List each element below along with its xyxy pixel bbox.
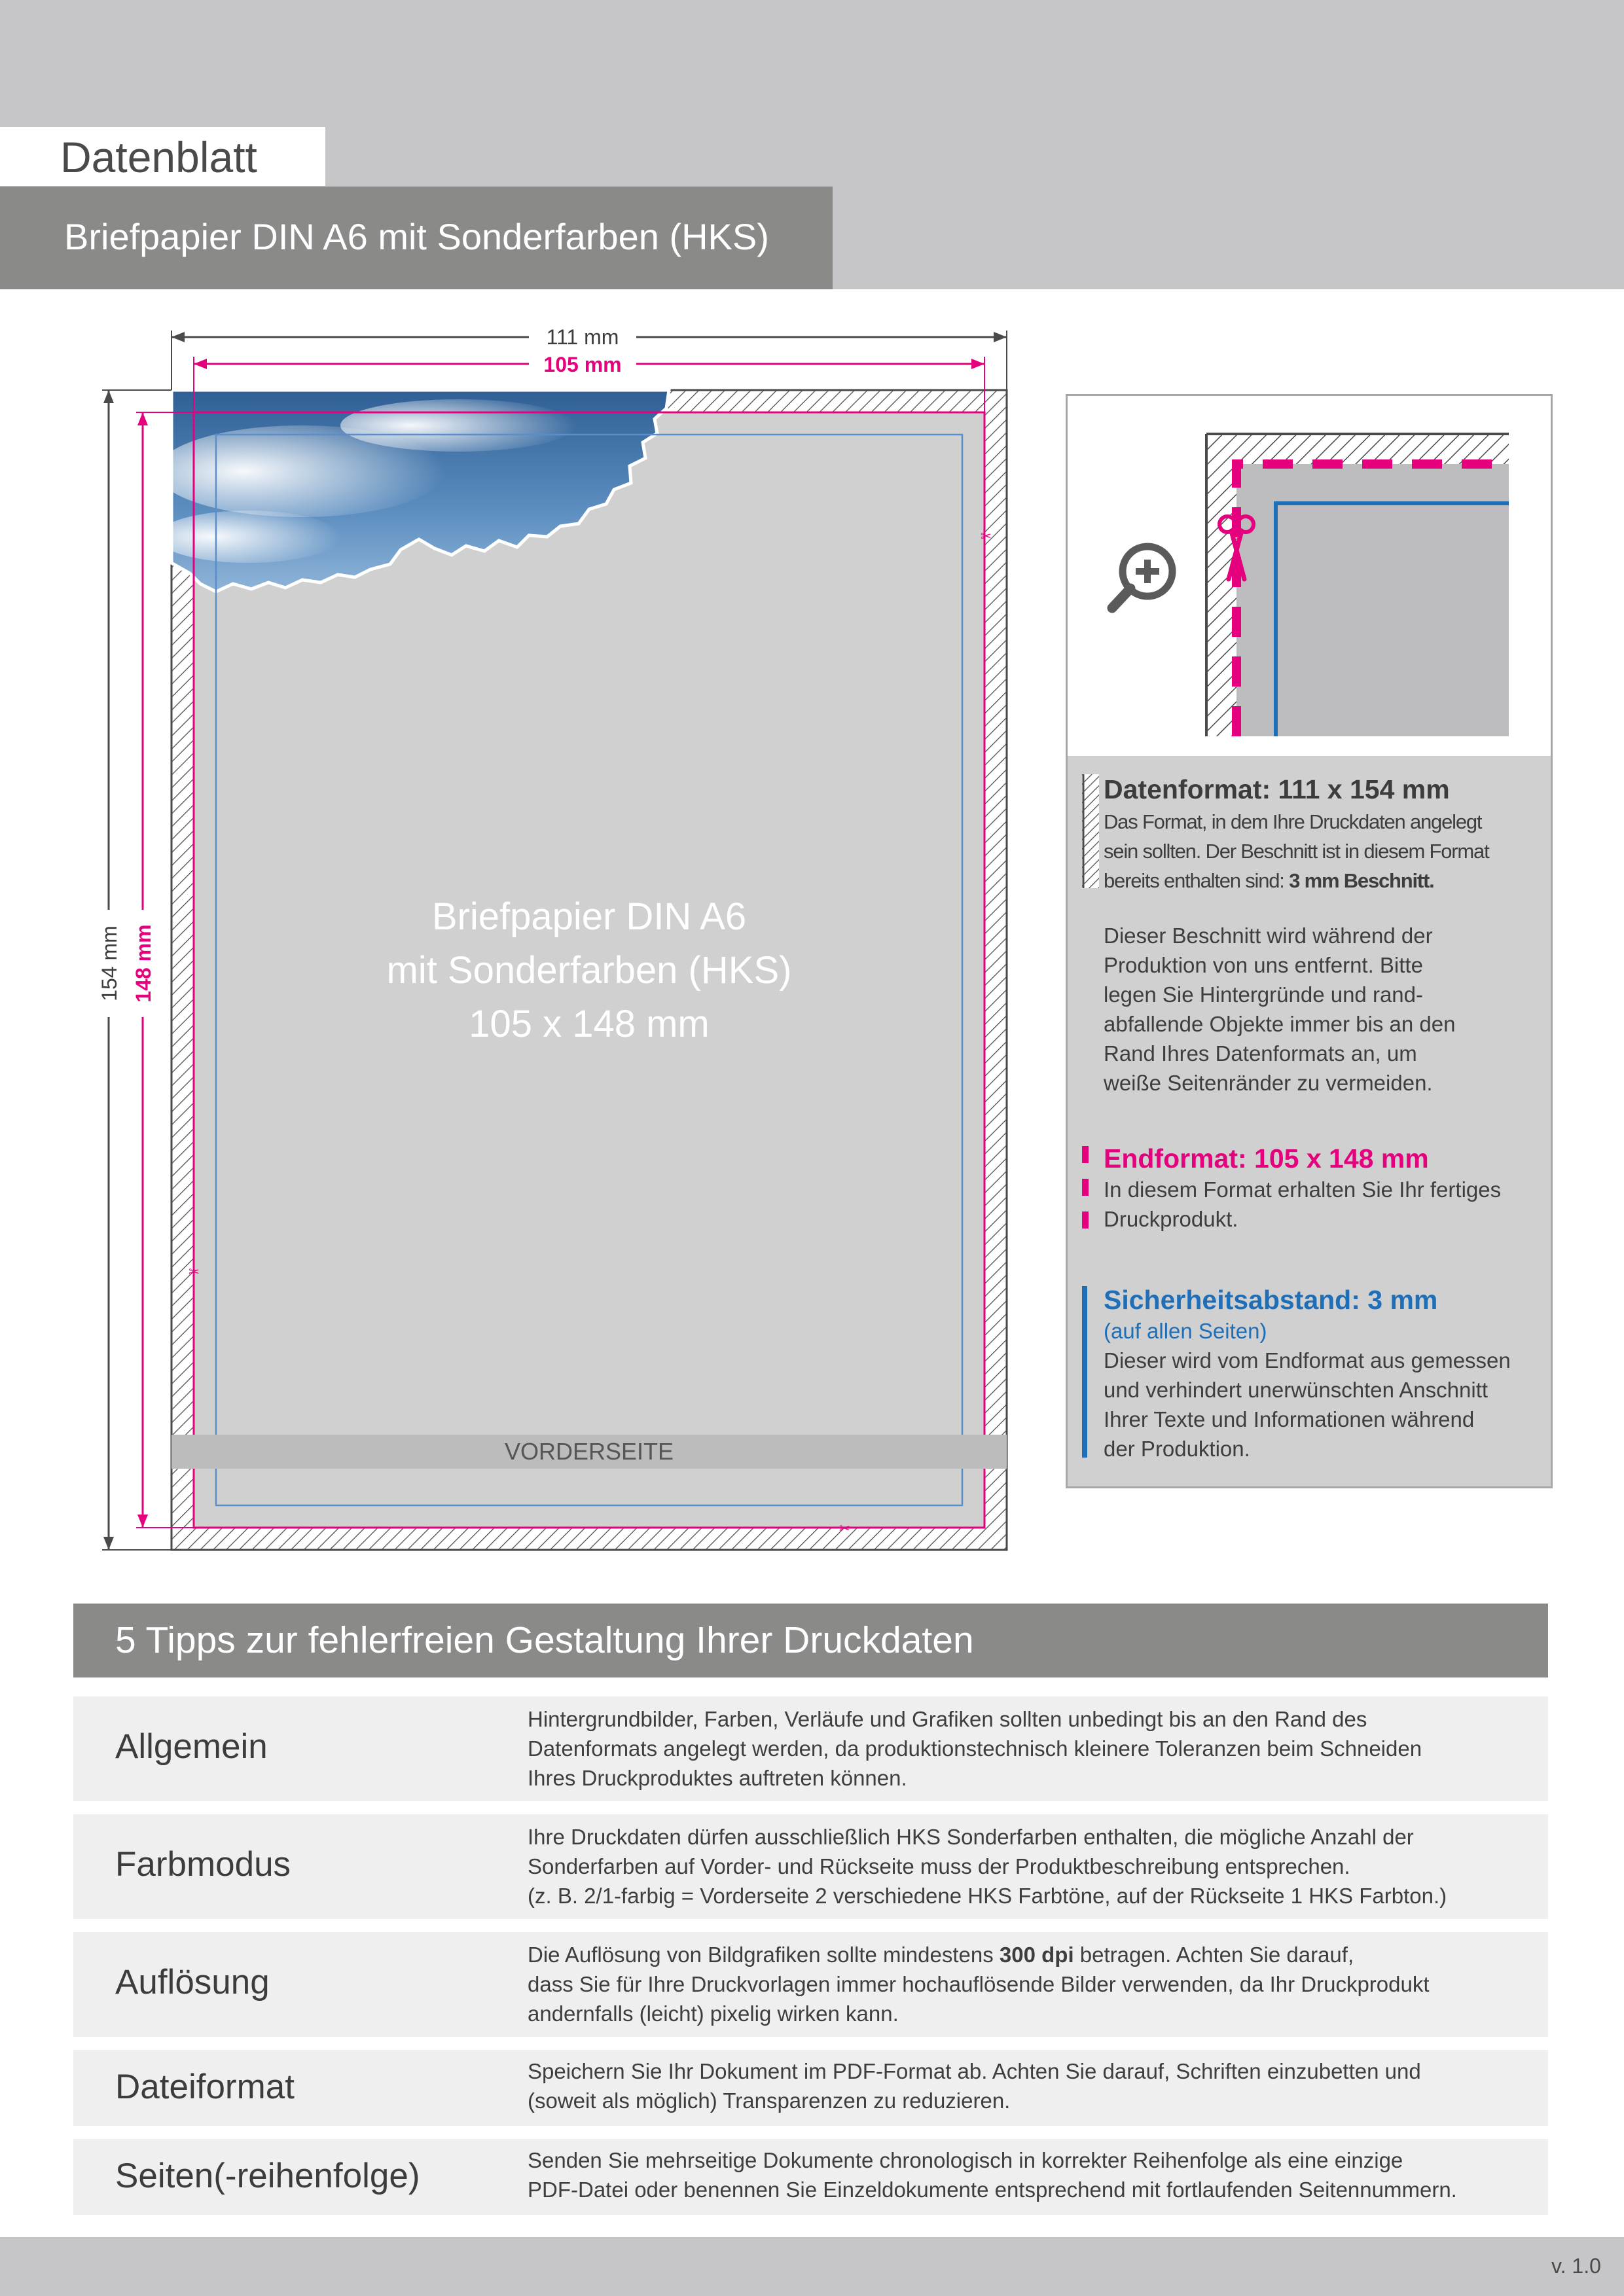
beschnitt-line: Produktion von uns entfernt. Bitte	[1104, 953, 1423, 977]
tip-text-line: PDF-Datei oder benennen Sie Einzeldokumente entsprechend mit fortlaufenden Seitennummern.	[528, 2178, 1457, 2202]
tip-row-seiten	[73, 2139, 1548, 2215]
tip-text-line: Speichern Sie Ihr Dokument im PDF-Format ab. Achten Sie darauf, Schriften einzubetten und	[528, 2059, 1421, 2083]
side-label: VORDERSEITE	[171, 1435, 1007, 1469]
endformat-heading: Endformat: 105 x 148 mm	[1104, 1143, 1429, 1174]
scissor-mark: ✂	[189, 1264, 200, 1280]
tip-text-pre: Die Auflösung von Bildgrafiken sollte mindestens	[528, 1943, 1000, 1967]
datenformat-heading: Datenformat: 111 x 154 mm	[1104, 774, 1450, 804]
tip-text-bold: 300 dpi	[999, 1943, 1074, 1967]
diagram-title-line1: Briefpapier DIN A6	[431, 895, 747, 938]
tip-text-line: Sonderfarben auf Vorder- und Rückseite muss der Produktbeschreibung entsprechen.	[528, 1854, 1350, 1878]
sicherheit-sub: (auf allen Seiten)	[1104, 1319, 1267, 1343]
tip-text-line: (soweit als möglich) Transparenzen zu reduzieren.	[528, 2089, 1011, 2113]
scissor-mark: ✂	[981, 528, 992, 544]
datenformat-line3	[1104, 866, 1434, 895]
tip-label: Farbmodus	[115, 1845, 291, 1884]
tip-label: Auflösung	[115, 1963, 270, 2001]
info-panel	[1066, 394, 1553, 1488]
sicherheit-marker	[1082, 1286, 1087, 1458]
tip-text-post: betragen. Achten Sie darauf,	[1074, 1943, 1354, 1967]
width-data-label: 111 mm	[546, 325, 619, 349]
zoom-detail-box	[1068, 396, 1551, 756]
tip-text-line: Datenformats angelegt werden, da produktionstechnisch kleinere Toleranzen beim Schneiden	[528, 1736, 1422, 1761]
datenformat-line2: sein sollten. Der Beschnitt ist in diesem Format	[1104, 840, 1489, 863]
tip-text-line: dass Sie für Ihre Druckvorlagen immer hochauflösende Bilder verwenden, da Ihr Druckprodukt	[528, 1972, 1430, 1996]
tip-text-line	[528, 1940, 1354, 1969]
datenformat-marker	[1082, 774, 1099, 888]
tips-title: 5 Tipps zur fehlerfreien Gestaltung Ihrer Druckdaten	[115, 1619, 974, 1661]
tip-text-line: Hintergrundbilder, Farben, Verläufe und Grafiken sollten unbedingt bis an den Rand des	[528, 1707, 1367, 1731]
tip-label: Seiten(-reihenfolge)	[115, 2157, 420, 2195]
tip-label: Dateiformat	[115, 2068, 295, 2106]
sicherheit-line4: der Produktion.	[1104, 1437, 1250, 1461]
tip-row-farbmodus	[73, 1814, 1548, 1919]
tip-text-line: Ihres Druckproduktes auftreten können.	[528, 1766, 907, 1790]
scissor-mark: ✂	[839, 1520, 850, 1536]
endformat-marker	[1082, 1146, 1090, 1236]
datenformat-bold: 3 mm Beschnitt.	[1289, 869, 1434, 892]
cloud-shape	[157, 511, 340, 563]
beschnitt-line: abfallende Objekte immer bis an den	[1104, 1012, 1456, 1036]
height-data-label: 154 mm	[98, 925, 121, 1001]
product-title: Briefpapier DIN A6 mit Sonderfarben (HKS)	[64, 216, 769, 257]
diagram-title-line2: mit Sonderfarben (HKS)	[386, 949, 792, 992]
tip-row-dateiformat	[73, 2050, 1548, 2126]
zoom-in-icon	[1112, 547, 1172, 608]
width-end-label: 105 mm	[543, 353, 622, 376]
tip-text-line: (z. B. 2/1-farbig = Vorderseite 2 verschiedene HKS Farbtöne, auf der Rückseite 1 HKS Farbton.)	[528, 1884, 1447, 1908]
datenformat-line3-text: bereits enthalten sind:	[1104, 869, 1290, 892]
tip-text-line: Senden Sie mehrseitige Dokumente chronologisch in korrekter Reihenfolge als eine einzige	[528, 2148, 1403, 2172]
endformat-line2: Druckprodukt.	[1104, 1207, 1238, 1231]
beschnitt-line: legen Sie Hintergründe und rand-	[1104, 982, 1423, 1007]
tip-text-line: andernfalls (leicht) pixelig wirken kann.	[528, 2001, 899, 2026]
doc-label: Datenblatt	[60, 133, 257, 181]
beschnitt-line: Dieser Beschnitt wird während der	[1104, 924, 1433, 948]
height-end-label: 148 mm	[132, 924, 155, 1003]
bottom-band	[0, 2237, 1624, 2296]
tip-text-line: Ihre Druckdaten dürfen ausschließlich HKS Sonderfarben enthalten, die mögliche Anzahl der	[528, 1825, 1414, 1849]
zoom-detail-graphic	[1068, 396, 1551, 756]
sicherheit-line3: Ihrer Texte und Informationen während	[1104, 1407, 1475, 1431]
beschnitt-line: Rand Ihres Datenformats an, um	[1104, 1041, 1417, 1066]
cloud-shape	[340, 399, 576, 452]
tip-label: Allgemein	[115, 1727, 268, 1766]
tip-row-aufloesung	[73, 1932, 1548, 2037]
info-text-box	[1068, 756, 1551, 1486]
sicherheit-heading: Sicherheitsabstand: 3 mm	[1104, 1285, 1438, 1315]
endformat-line1: In diesem Format erhalten Sie Ihr fertiges	[1104, 1177, 1502, 1202]
beschnitt-line: weiße Seitenränder zu vermeiden.	[1104, 1071, 1433, 1095]
diagram-title-line3: 105 x 148 mm	[469, 1003, 710, 1045]
datenformat-line1: Das Format, in dem Ihre Druckdaten angelegt	[1104, 810, 1482, 833]
sicherheit-line2: und verhindert unerwünschten Anschnitt	[1104, 1378, 1489, 1402]
version-label: v. 1.0	[1551, 2254, 1601, 2278]
sicherheit-line1: Dieser wird vom Endformat aus gemessen	[1104, 1348, 1511, 1372]
tip-row-allgemein	[73, 1696, 1548, 1801]
